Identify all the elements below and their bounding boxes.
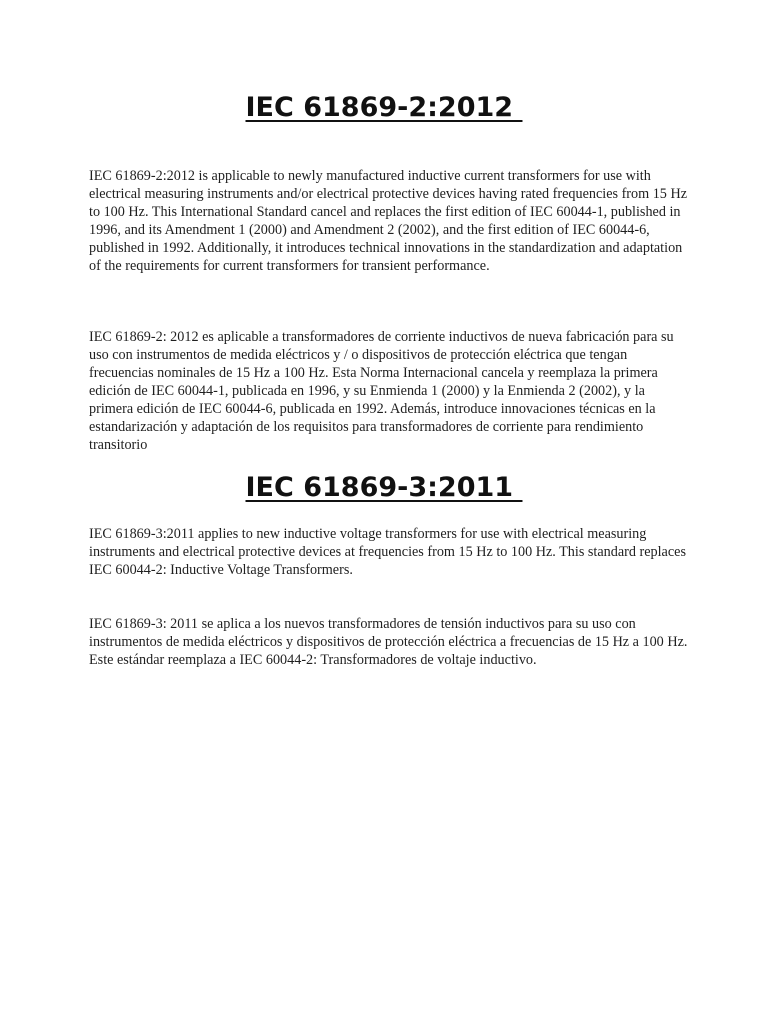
paragraph-english-61869-2: IEC 61869-2:2012 is applicable to newly manufactured inductive current transformers for use with electrical measuring instruments and/or electrical protective devices having rated frequencies from 15 Hz to 100 Hz. This International Standard cancel and replaces the first edition of IEC 60044-1, published in 1996, and its Amendment 1 (2000) and Amendment 2 (2002), and the first edition of IEC 60044-6, published in 1992. Additionally, it introduces technical innovations in the standardization and adaptation of the requirements for current transformers for transient performance. — [89, 168, 687, 274]
paragraph-english-61869-3: IEC 61869-3:2011 applies to new inductive voltage transformers for use with electrical measuring instruments and electrical protective devices at frequencies from 15 Hz to 100 Hz. This standard replaces IEC 60044-2: Inductive Voltage Transformers. — [89, 526, 686, 578]
section-heading-iec-61869-3 — [0, 472, 768, 504]
paragraph-spanish-61869-2: IEC 61869-2: 2012 es aplicable a transformadores de corriente inductivos de nueva fabricación para su uso con instrumentos de medida eléctricos y / o dispositivos de protección eléctrica que tengan frecuencias nominales de 15 Hz a 100 Hz. Esta Norma Internacional cancela y reemplaza la primera edición de IEC 60044-1, publicada en 1996, y su Enmienda 1 (2000) y la Enmienda 2 (2002), y la primera edición de IEC 60044-6, publicada en 1992. Además, introduce innovaciones técnicas en la estandarización y adaptación de los requisitos para transformadores de corriente para rendimiento transitorio — [89, 329, 674, 453]
section-heading-text: IEC 61869-3:2011 — [245, 472, 523, 503]
section-heading-iec-61869-2 — [0, 92, 768, 124]
section-heading-text: IEC 61869-2:2012 — [245, 92, 523, 123]
paragraph-spanish-61869-3: IEC 61869-3: 2011 se aplica a los nuevos transformadores de tensión inductivos para su uso con instrumentos de medida eléctricos y dispositivos de protección eléctrica a frecuencias de 15 Hz a 100 Hz. Este estándar reemplaza a IEC 60044-2: Transformadores de voltaje inductivo. — [89, 616, 688, 668]
